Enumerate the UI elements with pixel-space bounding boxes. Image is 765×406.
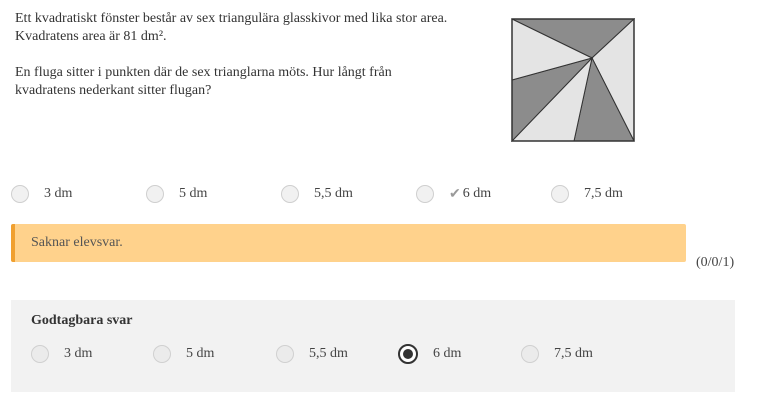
option-label: 6 dm [462, 186, 492, 201]
option-label: 6 dm [433, 346, 462, 361]
option-7-5dm[interactable] [551, 182, 623, 206]
radio-button[interactable] [11, 185, 29, 203]
radio-button[interactable] [146, 185, 164, 203]
radio-button[interactable] [281, 185, 299, 203]
radio-button [153, 345, 171, 363]
accepted-answers-title: Godtagbara svar [31, 313, 133, 328]
question-text [15, 10, 455, 118]
accepted-option-6dm [398, 342, 461, 366]
question-paragraph-2: En fluga sitter i punkten där de sex trianglarna möts. Hur långt från kvadratens nederkant sitter flugan? [15, 65, 392, 98]
square-window-figure [511, 18, 635, 142]
question-paragraph-1: Ett kvadratiskt fönster består av sex triangulära glasskivor med lika stor area. Kvadratens area är 81 dm². [15, 11, 448, 44]
missing-answer-banner [11, 224, 686, 262]
checkmark-icon: ✔ [449, 186, 461, 202]
option-label: 5,5 dm [309, 346, 348, 361]
option-5dm[interactable] [146, 182, 207, 206]
accepted-option-7-5dm [521, 342, 593, 366]
radio-button[interactable] [551, 185, 569, 203]
radio-button [276, 345, 294, 363]
radio-button-selected [398, 344, 418, 364]
radio-button [521, 345, 539, 363]
option-6dm[interactable] [416, 182, 491, 206]
radio-button[interactable] [416, 185, 434, 203]
option-label: 3 dm [44, 186, 73, 201]
option-label: 5 dm [186, 346, 215, 361]
score-label: (0/0/1) [696, 255, 735, 270]
accepted-answers-panel [11, 300, 735, 392]
option-label: 7,5 dm [554, 346, 593, 361]
answer-options [11, 182, 701, 206]
option-label: 3 dm [64, 346, 93, 361]
radio-button [31, 345, 49, 363]
accepted-option-3dm [31, 342, 92, 366]
accepted-option-5dm [153, 342, 214, 366]
option-label: 5,5 dm [314, 186, 353, 201]
banner-message: Saknar elevsvar. [31, 235, 123, 250]
option-3dm[interactable] [11, 182, 72, 206]
option-5-5dm[interactable] [281, 182, 353, 206]
accepted-option-5-5dm [276, 342, 348, 366]
accepted-answers-row [31, 342, 721, 366]
option-label: 5 dm [179, 186, 208, 201]
option-label: 7,5 dm [584, 186, 623, 201]
